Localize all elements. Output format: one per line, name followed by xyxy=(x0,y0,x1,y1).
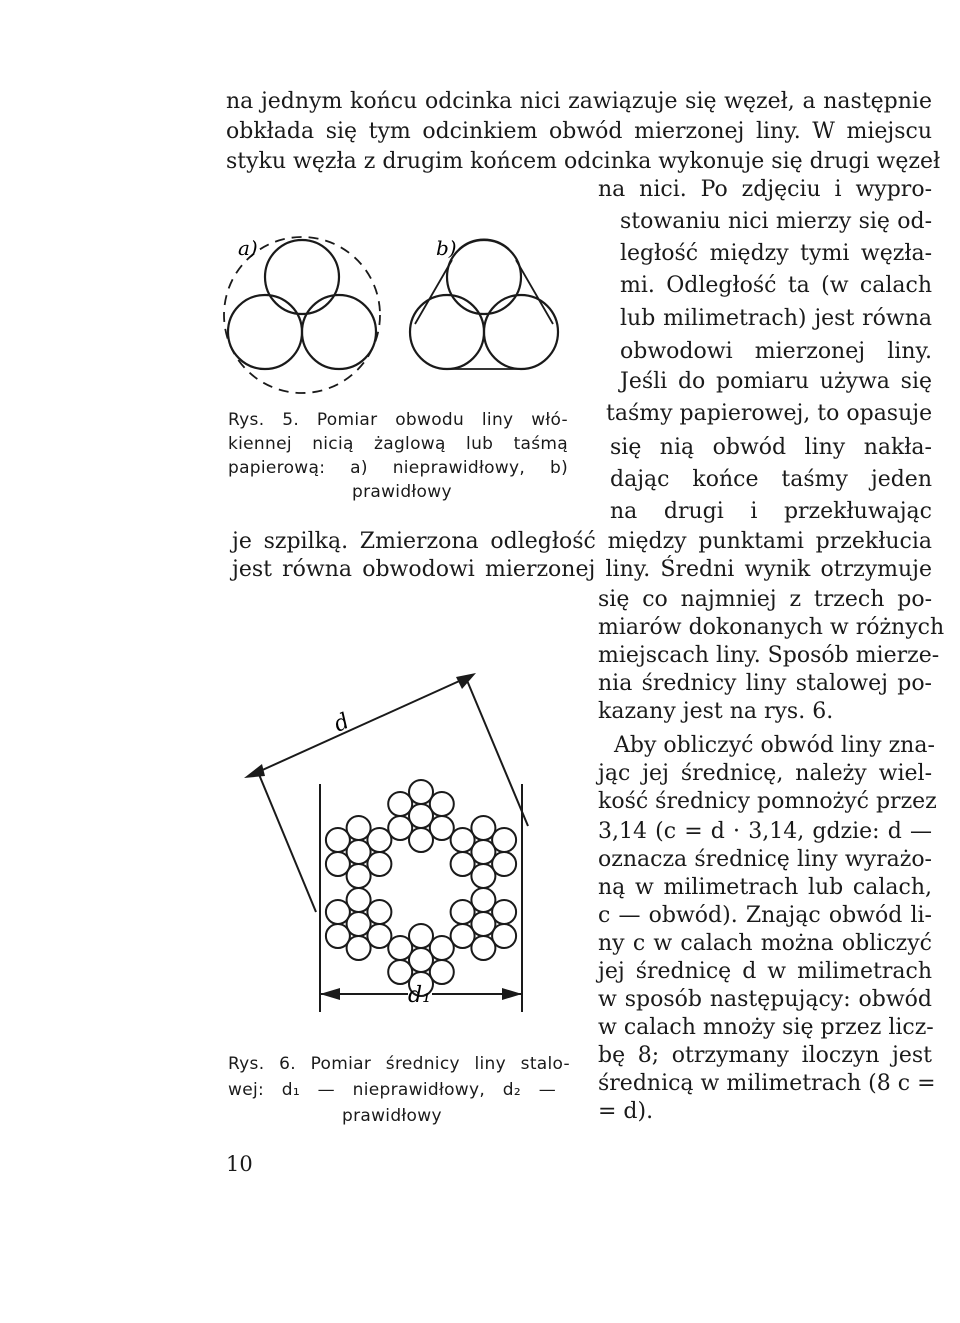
text-line: obkłada się tym odcinkiem obwód mierzonej liny. W miejscu xyxy=(226,119,932,144)
wire-circle xyxy=(326,924,350,948)
text-line: kość średnicy pomnożyć przez xyxy=(598,789,937,814)
d-dimension-line xyxy=(258,678,466,772)
text-line: lub milimetrach) jest równa xyxy=(620,306,932,331)
strand-circle xyxy=(302,295,376,369)
label-d: d xyxy=(330,708,354,738)
strand-circle xyxy=(447,240,521,314)
wire-circle xyxy=(430,792,454,816)
text-line: oznacza średnicę liny wyrażo- xyxy=(598,847,932,872)
text-line: się nią obwód liny nakła- xyxy=(610,435,932,460)
caption-line: papierową: a) nieprawidłowy, b) xyxy=(228,458,568,478)
text-line: ległość między tymi węzła- xyxy=(620,241,932,266)
text-line: bę 8; otrzymany iloczyn jest xyxy=(598,1043,932,1068)
text-line: na jednym końcu odcinka nici zawiązuje się węzeł, a następnie xyxy=(226,89,932,114)
strand-circle xyxy=(410,295,484,369)
wire-circle xyxy=(367,828,391,852)
label-d1: d₁ xyxy=(408,983,431,1008)
caption-line: prawidłowy xyxy=(352,482,452,502)
page-number: 10 xyxy=(226,1152,253,1176)
d-extension-right xyxy=(466,678,528,826)
text-line: jej średnicę d w milimetrach xyxy=(598,959,932,984)
text-line: Jeśli do pomiaru używa się xyxy=(620,369,932,394)
strand-circle xyxy=(228,295,302,369)
text-line: w sposób następujący: obwód xyxy=(598,987,932,1012)
wire-circle xyxy=(430,936,454,960)
caption-line: prawidłowy xyxy=(342,1106,442,1126)
text-line: jąc jej średnicę, należy wiel- xyxy=(598,761,932,786)
text-line: = d). xyxy=(598,1099,654,1124)
arrow-head-right xyxy=(456,673,476,689)
text-line: się co najmniej z trzech po- xyxy=(598,587,932,612)
wire-circle xyxy=(326,852,350,876)
caption-line: Rys. 6. Pomiar średnicy liny stalo- xyxy=(228,1054,570,1074)
text-line: c — obwód). Znając obwód li- xyxy=(598,903,932,928)
wire-circle xyxy=(367,900,391,924)
text-line: dając końce taśmy jeden xyxy=(610,467,932,492)
text-line: nia średnicy liny stalowej po- xyxy=(598,671,932,696)
arrow-head-d1-right xyxy=(502,988,522,1000)
arrow-head-d1-left xyxy=(320,988,340,1000)
label-a: a) xyxy=(238,236,258,260)
caption-line: Rys. 5. Pomiar obwodu liny włó- xyxy=(228,410,568,430)
text-line: w calach mnoży się przez licz- xyxy=(598,1015,934,1040)
text-line: jest równa obwodowi mierzonej liny. Średni wynik otrzymuje xyxy=(232,557,932,582)
text-line: styku węzła z drugim końcem odcinka wykonuje się drugi węzeł xyxy=(226,149,941,174)
text-line: stowaniu nici mierzy się od- xyxy=(620,209,932,234)
caption-line: kiennej nicią żaglową lub taśmą xyxy=(228,434,568,454)
wire-circle xyxy=(492,900,516,924)
wire-circle xyxy=(492,828,516,852)
text-line: kazany jest na rys. 6. xyxy=(598,699,834,724)
text-line: obwodowi mierzonej liny. xyxy=(620,339,932,364)
text-line: ny c w calach można obliczyć xyxy=(598,931,932,956)
arrow-head-left xyxy=(244,764,265,778)
strand-circle xyxy=(265,240,339,314)
strand-circle xyxy=(484,295,558,369)
text-line: ną w milimetrach lub calach, xyxy=(598,875,932,900)
text-line: 3,14 (c = d · 3,14, gdzie: d — xyxy=(598,819,932,844)
label-b: b) xyxy=(436,236,457,260)
figure-5-rope-circumference xyxy=(220,215,600,395)
text-line: taśmy papierowej, to opasuje xyxy=(606,401,933,426)
text-line: na nici. Po zdjęciu i wypro- xyxy=(598,177,932,202)
text-line: mi. Odległość ta (w calach xyxy=(620,273,932,298)
wire-circle xyxy=(388,960,412,984)
d-extension-left xyxy=(258,772,316,912)
text-line: na drugi i przekłuwając xyxy=(610,499,932,524)
wire-circle xyxy=(451,852,475,876)
text-line: miejscach liny. Sposób mierze- xyxy=(598,643,940,668)
caption-line: wej: d₁ — nieprawidłowy, d₂ — xyxy=(228,1080,556,1100)
text-line: miarów dokonanych w różnych xyxy=(598,615,945,640)
figure-6-rope-diameter xyxy=(240,660,590,1020)
text-line: Aby obliczyć obwód liny zna- xyxy=(614,733,935,758)
text-line: je szpilką. Zmierzona odległość między punktami przekłucia xyxy=(232,529,932,554)
text-line: średnicą w milimetrach (8 c = xyxy=(598,1071,936,1096)
